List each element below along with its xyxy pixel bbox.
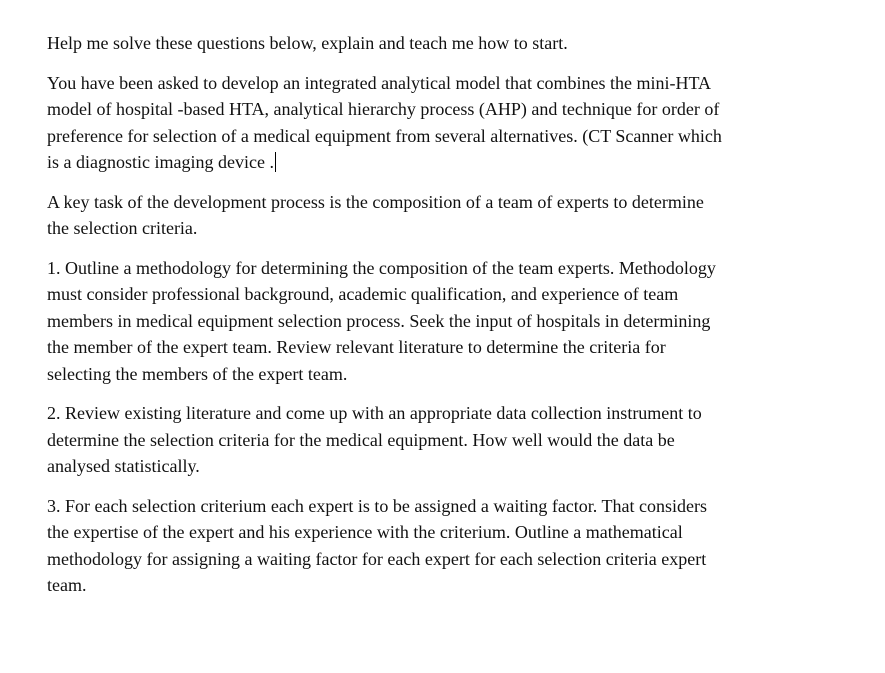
text-cursor xyxy=(275,152,276,172)
text-line: 1. Outline a methodology for determining the composition of the team experts. Methodology xyxy=(47,257,716,278)
text-line: You have been asked to develop an integrated analytical model that combines the mini-HTA xyxy=(47,72,712,93)
text-line: A key task of the development process is the composition of a team of experts to determine xyxy=(47,191,704,212)
text-line: the selection criteria. xyxy=(47,218,198,238)
text-line: 2. Review existing literature and come up with an appropriate data collection instrument to xyxy=(47,403,702,423)
text-line: 3. For each selection criterium each expert is to be assigned a waiting factor. That considers xyxy=(47,495,707,516)
text-line: the expertise of the expert and his experience with the criterium. Outline a mathematical xyxy=(47,522,683,542)
text-line: preference for selection of a medical equipment from several alternatives. (CT Scanner which xyxy=(47,125,722,146)
text-line: determine the selection criteria for the medical equipment. How well would the data be xyxy=(47,429,675,450)
text-line: members in medical equipment selection process. Seek the input of hospitals in determining xyxy=(47,310,711,331)
text-line: model of hospital -based HTA, analytical hierarchy process (AHP) and technique for order of xyxy=(47,99,720,119)
key-task-paragraph xyxy=(47,189,867,242)
question-1-paragraph xyxy=(47,255,867,388)
text-line: the member of the expert team. Review relevant literature to determine the criteria for xyxy=(47,337,666,357)
task-description-paragraph xyxy=(47,70,867,176)
text-line: must consider professional background, academic qualification, and experience of team xyxy=(47,284,679,304)
text-line: team. xyxy=(47,575,87,595)
text-line: selecting the members of the expert team. xyxy=(47,363,348,384)
text-line: analysed statistically. xyxy=(47,456,200,476)
intro-paragraph xyxy=(47,30,867,57)
text-line: Help me solve these questions below, explain and teach me how to start. xyxy=(47,33,568,53)
question-2-paragraph xyxy=(47,400,867,480)
text-line: is a diagnostic imaging device . xyxy=(47,152,274,172)
text-line: methodology for assigning a waiting factor for each expert for each selection criteria expert xyxy=(47,548,707,569)
document-body[interactable] xyxy=(47,30,867,612)
question-3-paragraph xyxy=(47,493,867,599)
